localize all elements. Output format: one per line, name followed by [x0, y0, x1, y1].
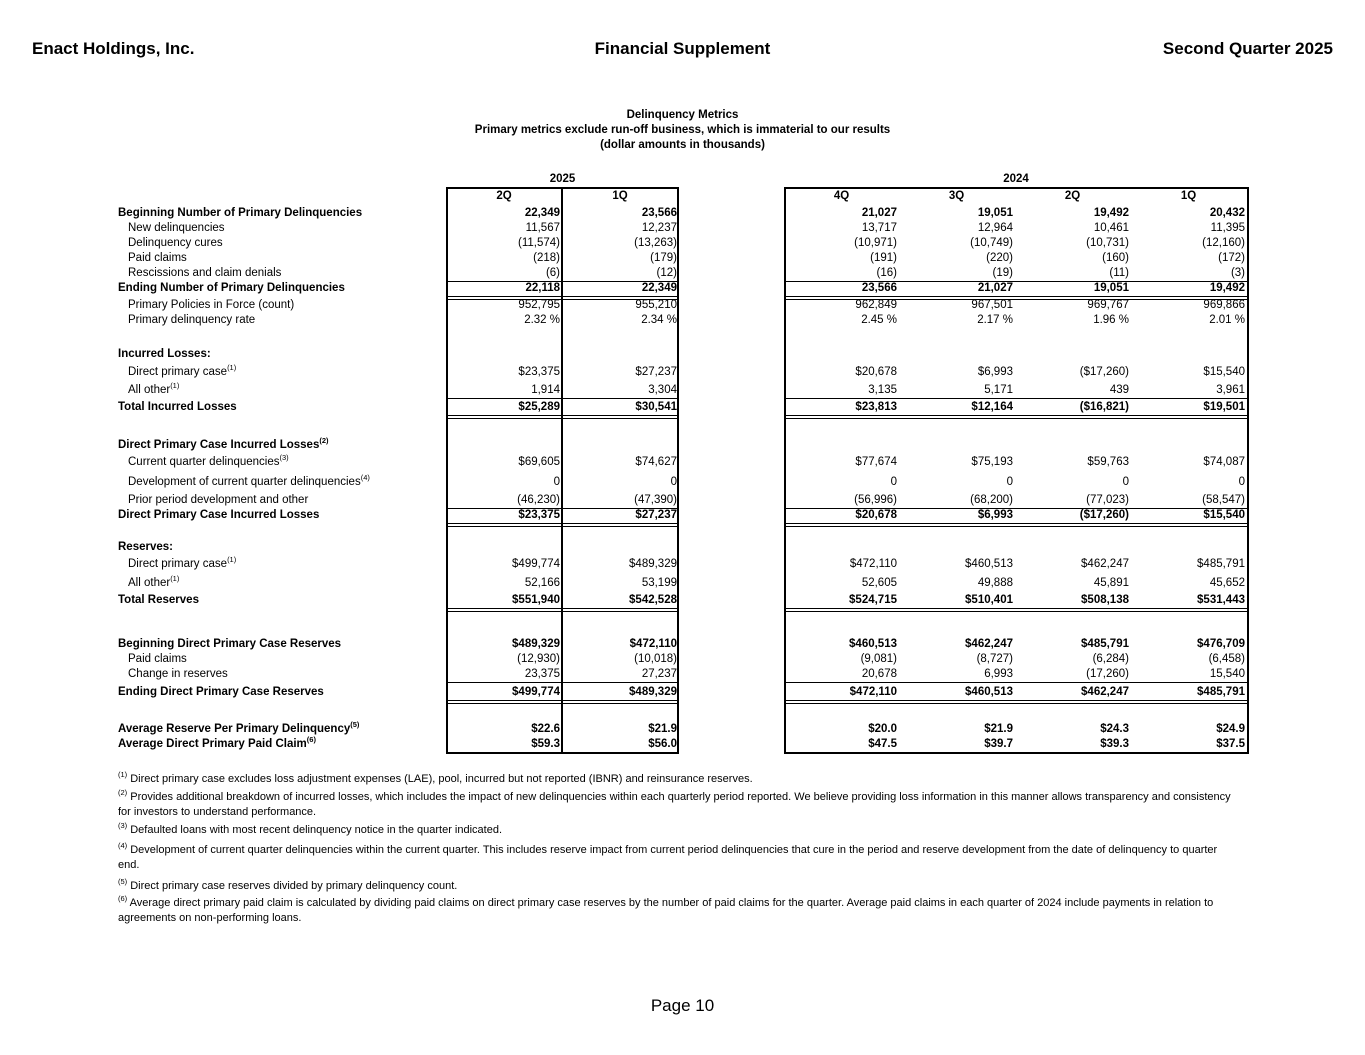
value-cell: (56,996): [854, 494, 897, 506]
footnote-ref: (1): [170, 574, 180, 583]
total-rule: [446, 415, 679, 419]
footnote: [118, 843, 1238, 873]
row-label: Direct primary case$^{(1)}$: [128, 363, 237, 378]
value-cell: (3): [1230, 267, 1245, 279]
table-row: [0, 221, 1365, 236]
footnote-mark: (5): [118, 877, 128, 886]
footnote-ref: (1): [227, 363, 237, 372]
table-row: [0, 667, 1365, 682]
value-cell: $460,513: [965, 558, 1013, 570]
value-cell: $531,443: [1197, 594, 1245, 606]
value-cell: 19,492: [1209, 282, 1245, 294]
value-cell: $75,193: [971, 456, 1013, 468]
value-cell: 52,605: [861, 577, 897, 589]
footnote-ref: (6): [306, 735, 316, 744]
table-units: (dollar amounts in thousands): [600, 139, 765, 151]
value-cell: (10,749): [970, 237, 1013, 249]
value-cell: 11,567: [525, 222, 560, 234]
table-row: [0, 347, 1365, 362]
value-cell: (160): [1102, 252, 1129, 264]
table-subtitle: Primary metrics exclude run-off business, which is immaterial to our results: [474, 124, 891, 136]
value-cell: $6,993: [977, 366, 1013, 378]
footnote-ref: (5): [350, 720, 360, 729]
table-row: [0, 298, 1365, 313]
subtotal-rule: [784, 508, 1249, 509]
value-cell: $15,540: [1203, 366, 1245, 378]
total-rule: [784, 296, 1249, 300]
subtotal-rule: [446, 682, 679, 683]
row-label: Beginning Direct Primary Case Reserves: [118, 638, 342, 650]
subtotal-rule: [784, 398, 1249, 399]
row-label: Direct Primary Case Incurred Losses$^{(2)}$: [118, 436, 329, 451]
value-cell: (16): [876, 267, 897, 279]
footnote-mark: (6): [118, 894, 128, 903]
value-cell: 0: [670, 476, 677, 488]
value-cell: 20,432: [1209, 207, 1245, 219]
quarter-header-3: 3Q: [948, 190, 965, 202]
total-rule: [784, 523, 1249, 527]
table-row: [0, 652, 1365, 667]
row-label: Average Direct Primary Paid Claim$^{(6)}$: [118, 735, 316, 750]
subtotal-rule: [446, 398, 679, 399]
value-cell: (19): [992, 267, 1013, 279]
value-cell: $485,791: [1081, 638, 1129, 650]
value-cell: 23,566: [641, 207, 677, 219]
table-row: [0, 266, 1365, 281]
value-cell: $37.5: [1216, 738, 1245, 750]
value-cell: (12): [656, 267, 677, 279]
row-label: Rescissions and claim denials: [128, 267, 282, 279]
table-row: [0, 383, 1365, 398]
table-row: [0, 722, 1365, 737]
value-cell: $69,605: [518, 456, 560, 468]
value-cell: (8,727): [976, 653, 1013, 665]
value-cell: $39.7: [984, 738, 1013, 750]
value-cell: $23,375: [518, 509, 560, 521]
value-cell: (6,458): [1208, 653, 1245, 665]
value-cell: $56.0: [648, 738, 677, 750]
quarter-header-1: 1Q: [612, 190, 628, 202]
value-cell: 2.34 %: [641, 314, 677, 326]
value-cell: $25,289: [518, 401, 560, 413]
total-rule: [446, 296, 679, 300]
value-cell: (13,263): [634, 237, 677, 249]
table-row: [0, 206, 1365, 221]
total-rule: [784, 700, 1249, 704]
row-label: Paid claims: [128, 653, 187, 665]
value-cell: 0: [553, 476, 560, 488]
value-cell: (12,160): [1202, 237, 1245, 249]
footnote-mark: (1): [118, 770, 128, 779]
value-cell: 19,051: [1093, 282, 1129, 294]
value-cell: (172): [1218, 252, 1245, 264]
quarter-header-4: 2Q: [1064, 190, 1081, 202]
value-cell: 45,652: [1209, 577, 1245, 589]
value-cell: (6,284): [1092, 653, 1129, 665]
table-row: [0, 508, 1365, 523]
footnote-ref: (4): [360, 473, 370, 482]
value-cell: 969,767: [1087, 299, 1129, 311]
value-cell: $74,087: [1203, 456, 1245, 468]
value-cell: ($17,260): [1079, 509, 1129, 521]
value-cell: 3,135: [868, 384, 897, 396]
value-cell: 0: [1238, 476, 1245, 488]
value-cell: $74,627: [635, 456, 677, 468]
value-cell: 0: [890, 476, 897, 488]
value-cell: 27,237: [641, 668, 677, 680]
value-cell: $27,237: [635, 509, 677, 521]
report-period: Second Quarter 2025: [1162, 39, 1333, 58]
value-cell: (11): [1109, 267, 1129, 279]
row-label: Development of current quarter delinquencies$^{(4)}$: [128, 473, 370, 488]
footnote-mark: (3): [118, 821, 128, 830]
value-cell: $472,110: [849, 686, 897, 698]
value-cell: $59.3: [531, 738, 560, 750]
row-label: Ending Number of Primary Delinquencies: [118, 282, 345, 294]
quarter-header-2: 4Q: [833, 190, 850, 202]
table-row: [0, 251, 1365, 266]
value-cell: $476,709: [1197, 638, 1245, 650]
footnote-ref: (1): [227, 555, 237, 564]
footnote-text: Direct primary case excludes loss adjustment expenses (LAE), pool, incurred but not reported (IBNR) and reinsurance reserves.: [130, 773, 753, 785]
value-cell: 5,171: [984, 384, 1013, 396]
value-cell: $485,791: [1197, 558, 1245, 570]
value-cell: ($16,821): [1079, 401, 1129, 413]
table-row: [0, 557, 1365, 572]
value-cell: $462,247: [1081, 686, 1129, 698]
value-cell: 49,888: [977, 577, 1013, 589]
row-label: All other$^{(1)}$: [128, 381, 180, 396]
value-cell: $59,763: [1087, 456, 1129, 468]
value-cell: $47.5: [868, 738, 897, 750]
value-cell: 969,866: [1203, 299, 1245, 311]
value-cell: 2.17 %: [977, 314, 1013, 326]
value-cell: (11,574): [518, 237, 560, 249]
table-row: [0, 313, 1365, 328]
value-cell: 3,961: [1216, 384, 1245, 396]
value-cell: $12,164: [971, 401, 1013, 413]
value-cell: (47,390): [634, 494, 677, 506]
value-cell: $460,513: [849, 638, 897, 650]
value-cell: $24.9: [1216, 723, 1245, 735]
footnote: [118, 823, 1238, 838]
report-title: Financial Supplement: [594, 39, 771, 58]
value-cell: $23,375: [518, 366, 560, 378]
value-cell: (179): [650, 252, 677, 264]
value-cell: $551,940: [512, 594, 560, 606]
footnote: [118, 896, 1238, 926]
table-row: [0, 637, 1365, 652]
year-2025-header: 2025: [549, 173, 576, 185]
value-cell: (9,081): [860, 653, 897, 665]
footnote-ref: (3): [279, 453, 289, 462]
value-cell: $508,138: [1081, 594, 1129, 606]
total-rule: [446, 608, 679, 612]
row-label: Primary Policies in Force (count): [128, 299, 295, 311]
value-cell: 21,027: [861, 207, 897, 219]
value-cell: $489,329: [512, 638, 560, 650]
value-cell: $460,513: [965, 686, 1013, 698]
footnote-text: Defaulted loans with most recent delinquency notice in the quarter indicated.: [130, 824, 503, 836]
value-cell: $489,329: [629, 558, 677, 570]
value-cell: 21,027: [977, 282, 1013, 294]
row-label: Incurred Losses:: [118, 348, 211, 360]
table-row: [0, 576, 1365, 591]
value-cell: 13,717: [861, 222, 897, 234]
footnote: [118, 879, 1238, 894]
value-cell: $20.0: [868, 723, 897, 735]
value-cell: (77,023): [1086, 494, 1129, 506]
table-row: [0, 593, 1365, 608]
footnote-mark: (2): [118, 788, 128, 797]
footnote-ref: (2): [319, 436, 329, 445]
value-cell: (220): [986, 252, 1013, 264]
table-row: [0, 685, 1365, 700]
footnote-text: Development of current quarter delinquencies within the current quarter. This includes reserve impact from current period delinquencies that cure in the period and reserve development from the date of delinquency to quarter end.: [118, 844, 1218, 871]
table-title: Delinquency Metrics: [626, 109, 739, 121]
value-cell: $485,791: [1197, 686, 1245, 698]
total-rule: [784, 415, 1249, 419]
value-cell: 0: [1006, 476, 1013, 488]
total-rule: [446, 523, 679, 527]
value-cell: $39.3: [1100, 738, 1129, 750]
row-label: Primary delinquency rate: [128, 314, 256, 326]
year-2024-header: 2024: [1003, 173, 1029, 185]
footnote-text: Provides additional breakdown of incurred losses, which includes the impact of new delinquencies within each quarterly period reported. We believe providing loss information in this manner allows transparency and consistency for investors to understand performance.: [118, 791, 1231, 818]
total-rule: [784, 608, 1249, 612]
value-cell: $19,501: [1203, 401, 1245, 413]
value-cell: 6,993: [984, 668, 1013, 680]
row-label: Direct Primary Case Incurred Losses: [118, 509, 320, 521]
value-cell: (218): [533, 252, 560, 264]
value-cell: 439: [1109, 384, 1129, 396]
row-label: Current quarter delinquencies$^{(3)}$: [128, 453, 289, 468]
value-cell: $489,329: [629, 686, 677, 698]
value-cell: 22,118: [525, 282, 560, 294]
total-rule: [446, 700, 679, 704]
table-row: [0, 455, 1365, 470]
value-cell: 19,051: [977, 207, 1013, 219]
table-row: [0, 236, 1365, 251]
value-cell: $20,678: [855, 509, 897, 521]
value-cell: 2.32 %: [524, 314, 560, 326]
value-cell: $15,540: [1203, 509, 1245, 521]
row-label: Reserves:: [118, 541, 173, 553]
value-cell: $6,993: [977, 509, 1013, 521]
subtotal-rule: [784, 682, 1249, 683]
value-cell: $472,110: [849, 558, 897, 570]
subtotal-rule: [446, 281, 679, 282]
value-cell: (10,018): [634, 653, 677, 665]
row-label: Paid claims: [128, 252, 187, 264]
value-cell: $20,678: [855, 366, 897, 378]
subtotal-rule: [784, 281, 1249, 282]
value-cell: $472,110: [629, 638, 677, 650]
value-cell: 1.96 %: [1093, 314, 1129, 326]
value-cell: $23,813: [855, 401, 897, 413]
value-cell: (17,260): [1086, 668, 1129, 680]
value-cell: 952,795: [518, 299, 560, 311]
page-number: Page 10: [650, 996, 715, 1015]
row-label: New delinquencies: [128, 222, 225, 234]
value-cell: $510,401: [965, 594, 1013, 606]
value-cell: (191): [870, 252, 897, 264]
value-cell: (68,200): [970, 494, 1013, 506]
value-cell: (10,731): [1086, 237, 1129, 249]
value-cell: $499,774: [512, 686, 560, 698]
value-cell: 955,210: [635, 299, 677, 311]
value-cell: (6): [545, 267, 560, 279]
value-cell: (58,547): [1202, 494, 1245, 506]
row-label: Ending Direct Primary Case Reserves: [118, 686, 324, 698]
footnote-text: Direct primary case reserves divided by primary delinquency count.: [130, 880, 458, 892]
footnote: [118, 790, 1238, 820]
table-row: [0, 540, 1365, 555]
value-cell: $542,528: [629, 594, 677, 606]
value-cell: 20,678: [861, 668, 897, 680]
value-cell: 12,964: [977, 222, 1013, 234]
row-label: Prior period development and other: [128, 494, 309, 506]
value-cell: $24.3: [1100, 723, 1129, 735]
value-cell: (12,930): [517, 653, 560, 665]
value-cell: $27,237: [635, 366, 677, 378]
subtotal-rule: [446, 508, 679, 509]
row-label: Change in reserves: [128, 668, 228, 680]
value-cell: (10,971): [854, 237, 897, 249]
value-cell: $22.6: [531, 723, 560, 735]
quarter-header-5: 1Q: [1180, 190, 1197, 202]
row-label: Total Reserves: [118, 594, 199, 606]
footnote-mark: (4): [118, 841, 128, 850]
table-row: [0, 475, 1365, 490]
row-label: Total Incurred Losses: [118, 401, 237, 413]
value-cell: 22,349: [641, 282, 677, 294]
table-row: [0, 438, 1365, 453]
footnote-text: Average direct primary paid claim is calculated by dividing paid claims on direct primary case reserves by the number of paid claims for the quarter. Average paid claims in each quarter of 2024 include payments in relation to agreements on non-performing loans.: [118, 897, 1214, 924]
value-cell: 2.45 %: [861, 314, 897, 326]
value-cell: 23,566: [861, 282, 897, 294]
value-cell: 0: [1122, 476, 1129, 488]
value-cell: 53,199: [641, 577, 677, 589]
value-cell: 22,349: [524, 207, 560, 219]
value-cell: 45,891: [1093, 577, 1129, 589]
row-label: All other$^{(1)}$: [128, 574, 180, 589]
table-row: [0, 281, 1365, 296]
value-cell: 3,304: [648, 384, 677, 396]
table-row: [0, 737, 1365, 752]
value-cell: $462,247: [965, 638, 1013, 650]
row-label: Beginning Number of Primary Delinquencies: [118, 207, 363, 219]
value-cell: 962,849: [855, 299, 897, 311]
value-cell: $30,541: [635, 401, 677, 413]
value-cell: 11,395: [1210, 222, 1245, 234]
company-name: Enact Holdings, Inc.: [32, 39, 195, 58]
value-cell: 1,914: [531, 384, 560, 396]
value-cell: $462,247: [1081, 558, 1129, 570]
quarter-header-0: 2Q: [496, 190, 512, 202]
footnote: [118, 772, 1238, 787]
footnote-ref: (1): [170, 381, 180, 390]
table-row: [0, 493, 1365, 508]
value-cell: $499,774: [512, 558, 560, 570]
value-cell: 19,492: [1093, 207, 1129, 219]
value-cell: $77,674: [855, 456, 897, 468]
value-cell: $21.9: [648, 723, 677, 735]
row-label: Direct primary case$^{(1)}$: [128, 555, 237, 570]
value-cell: (46,230): [517, 494, 560, 506]
table-row: [0, 400, 1365, 415]
row-label: Average Reserve Per Primary Delinquency$^{(5)}$: [118, 720, 360, 735]
value-cell: $524,715: [849, 594, 897, 606]
value-cell: 2.01 %: [1209, 314, 1245, 326]
table-row: [0, 365, 1365, 380]
value-cell: 10,461: [1093, 222, 1129, 234]
value-cell: 52,166: [524, 577, 560, 589]
value-cell: ($17,260): [1079, 366, 1129, 378]
value-cell: $21.9: [984, 723, 1013, 735]
row-label: Delinquency cures: [128, 237, 223, 249]
value-cell: 12,237: [641, 222, 677, 234]
value-cell: 23,375: [524, 668, 560, 680]
value-cell: 15,540: [1209, 668, 1245, 680]
value-cell: 967,501: [971, 299, 1013, 311]
